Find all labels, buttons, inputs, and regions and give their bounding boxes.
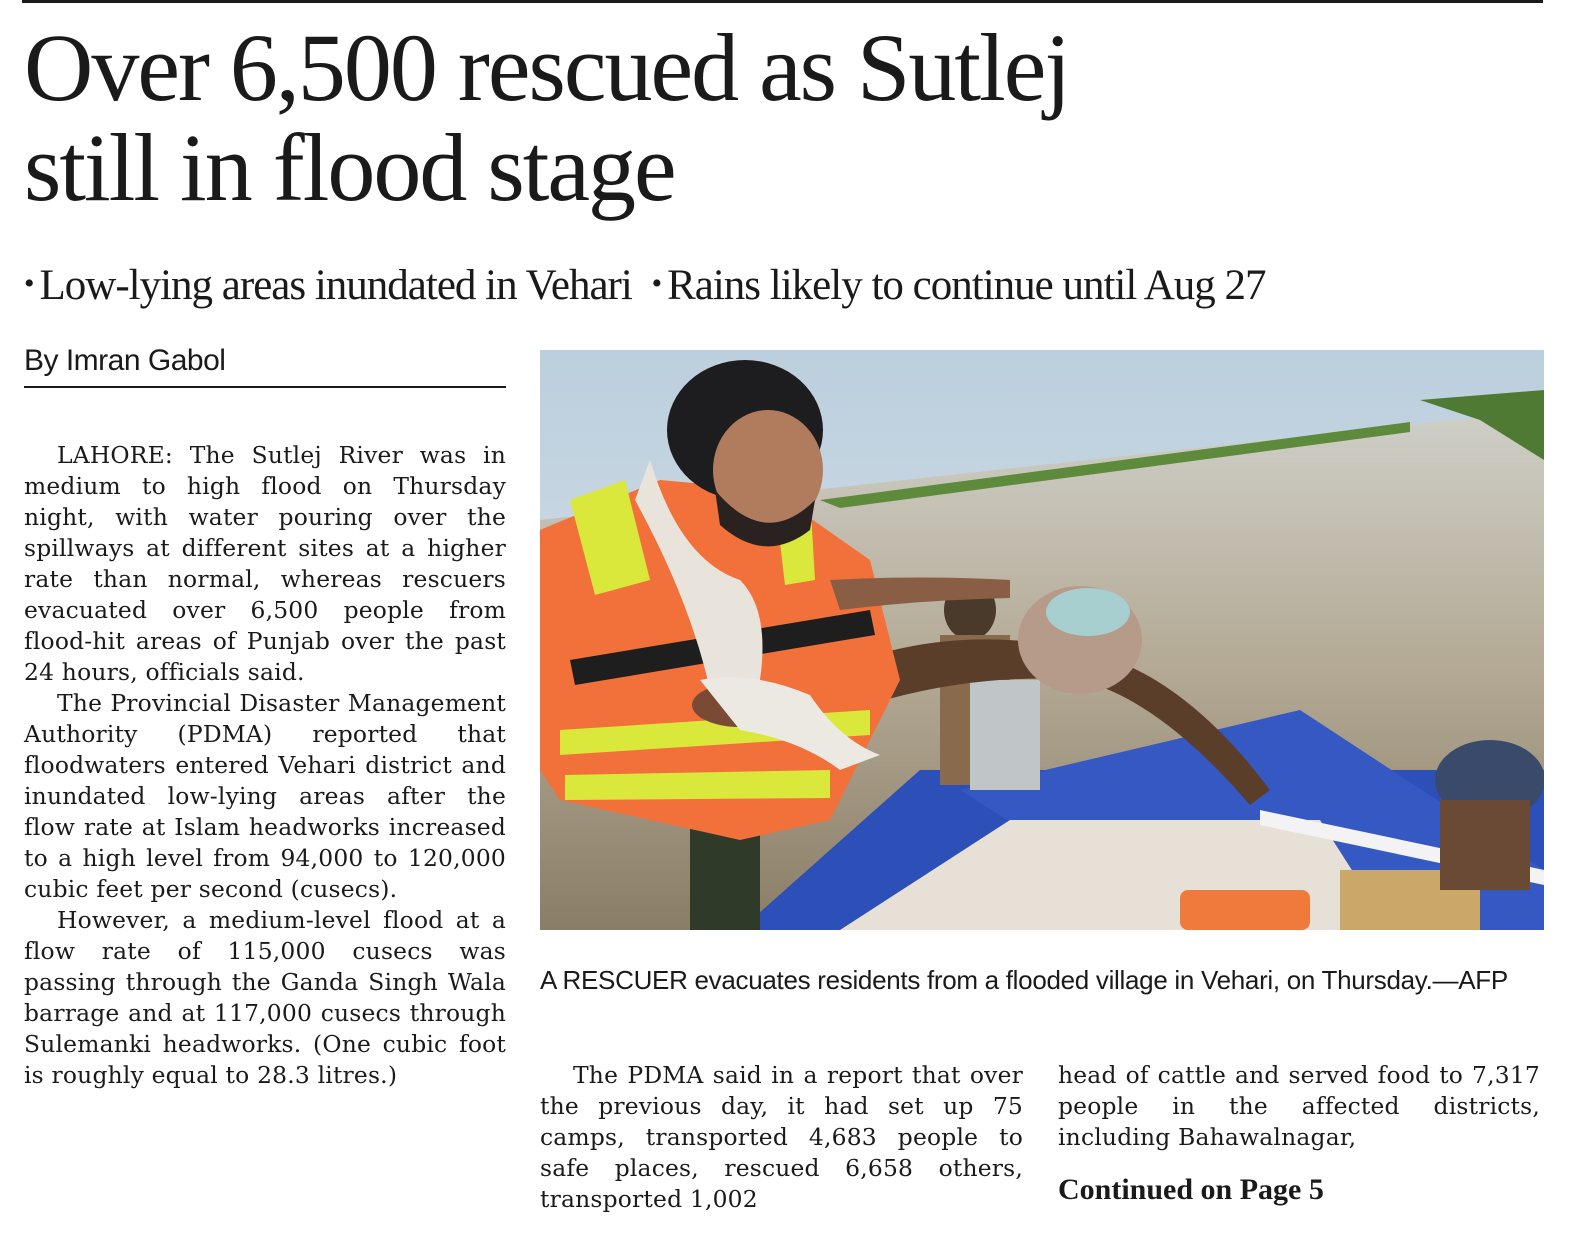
photo-caption: A RESCUER evacuates residents from a flooded village in Vehari, on Thursday.—AFP	[540, 965, 1508, 995]
body-column-right	[1058, 1060, 1540, 1208]
top-rule	[22, 0, 1543, 3]
photo-illustration	[540, 350, 1544, 930]
bullet-icon: •	[651, 267, 662, 300]
paragraph: LAHORE: The Sutlej River was in medium to high flood on Thursday night, with water pouring over the spillways at different sites at a higher rate than normal, whereas rescuers evacuated over 6,500 people from flood-hit areas of Punjab over the past 24 hours, officials said.	[24, 441, 506, 686]
headline-line-1: Over 6,500 rescued as Sutlej	[24, 14, 1070, 121]
continued-on-page-link[interactable]: Continued on Page 5	[1058, 1173, 1324, 1206]
subheadline-deck	[24, 258, 1554, 312]
body-column-left	[24, 440, 506, 1091]
headline-line-2: still in flood stage	[24, 114, 675, 221]
paragraph: However, a medium-level flood at a flow rate of 115,000 cusecs was passing through the Ganda Singh Wala barrage and at 117,000 cusecs through Sulemanki headworks. (One cubic foot is roughly equal to 28.3 litres.)	[24, 906, 506, 1089]
news-photo	[540, 350, 1544, 930]
deck-item-2: Rains likely to continue until Aug 27	[667, 262, 1266, 309]
paragraph: The Provincial Disaster Management Authority (PDMA) reported that floodwaters entered Vehari district and inundated low-lying areas after the flow rate at Islam headworks increased to a high level from 94,000 to 120,000 cubic feet per second (cusecs).	[24, 689, 506, 903]
deck-item-1: Low-lying areas inundated in Vehari	[39, 262, 632, 309]
paragraph: The PDMA said in a report that over the previous day, it had set up 75 camps, transported 4,683 people to safe places, rescued 6,658 others, transported 1,002	[540, 1061, 1023, 1213]
headline	[24, 14, 1524, 221]
bullet-icon: •	[24, 267, 34, 300]
paragraph: head of cattle and served food to 7,317 people in the affected districts, including Bahawalnagar,	[1058, 1061, 1540, 1151]
byline: By Imran Gabol	[24, 342, 506, 388]
body-column-middle	[540, 1060, 1023, 1215]
